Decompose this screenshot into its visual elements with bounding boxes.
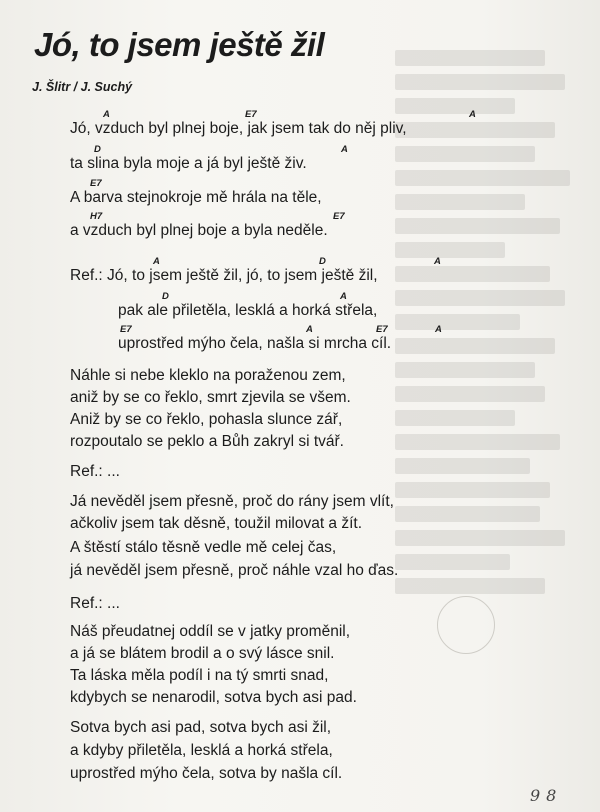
bleed-through-text bbox=[395, 50, 600, 610]
lyric-line: a vzduch byl plnej boje a byla neděle. bbox=[70, 222, 328, 239]
lyric-line: Aniž by se co řeklo, pohasla slunce zář, bbox=[70, 411, 343, 428]
lyric-line: ačkoliv jsem tak děsně, toužil milovat a žít. bbox=[70, 515, 363, 532]
chord: E7 bbox=[120, 324, 132, 335]
chord: A bbox=[341, 144, 348, 155]
refrain-line: uprostřed mýho čela, našla si mrcha cíl. bbox=[118, 335, 392, 352]
chord: E7 bbox=[90, 178, 102, 189]
refrain-line: Ref.: Jó, to jsem ještě žil, jó, to jsem ještě žil, bbox=[70, 267, 378, 284]
chord: H7 bbox=[90, 211, 103, 222]
chord: E7 bbox=[333, 211, 345, 222]
lyric-line: kdybych se nenarodil, sotva bych asi pad. bbox=[70, 689, 357, 706]
lyric-line: ta slina byla moje a já byl ještě živ. bbox=[70, 155, 307, 172]
lyric-line: a já se blátem brodil a o svý lásce snil. bbox=[70, 645, 335, 662]
chord: A bbox=[469, 109, 476, 120]
lyric-line: Já nevěděl jsem přesně, proč do rány jsem vlít, bbox=[70, 493, 394, 510]
lyric-line: A štěstí stálo těsně vedle mě celej čas, bbox=[70, 539, 337, 556]
lyric-line: Ta láska měla podíl i na tý smrti snad, bbox=[70, 667, 329, 684]
faint-stamp-circle bbox=[437, 596, 495, 654]
refrain-marker: Ref.: ... bbox=[70, 463, 120, 480]
lyric-line: A barva stejnokroje mě hrála na těle, bbox=[70, 189, 322, 206]
lyric-line: rozpoutalo se peklo a Bůh zakryl si tvář. bbox=[70, 433, 344, 450]
lyric-line: Náš přeudatnej oddíl se v jatky proměnil, bbox=[70, 623, 351, 640]
refrain-marker: Ref.: ... bbox=[70, 595, 120, 612]
song-title: Jó, to jsem ještě žil bbox=[34, 26, 325, 63]
chord: D bbox=[162, 291, 169, 302]
lyric-line: Náhle si nebe kleklo na poraženou zem, bbox=[70, 367, 346, 384]
chord: A bbox=[434, 256, 441, 267]
lyric-line: uprostřed mýho čela, sotva by našla cíl. bbox=[70, 765, 343, 782]
refrain-line: pak ale přiletěla, lesklá a horká střela, bbox=[118, 302, 378, 319]
chord: A bbox=[340, 291, 347, 302]
chord: A bbox=[435, 324, 442, 335]
chord: A bbox=[153, 256, 160, 267]
chord: D bbox=[319, 256, 326, 267]
chord: A bbox=[103, 109, 110, 120]
chord: D bbox=[94, 144, 101, 155]
song-authors: J. Šlitr / J. Suchý bbox=[32, 80, 133, 94]
lyric-line: aniž by se co řeklo, smrt zjevila se všem. bbox=[70, 389, 351, 406]
chord: A bbox=[306, 324, 313, 335]
lyric-line: a kdyby přiletěla, lesklá a horká střela, bbox=[70, 742, 333, 759]
chord: E7 bbox=[245, 109, 257, 120]
lyric-line: já nevěděl jsem přesně, proč náhle vzal ho ďas. bbox=[70, 562, 399, 579]
lyric-line: Jó, vzduch byl plnej boje, jak jsem tak do něj pliv, bbox=[70, 120, 407, 137]
lyric-line: Sotva bych asi pad, sotva bych asi žil, bbox=[70, 719, 332, 736]
page-number: 98 bbox=[530, 786, 563, 805]
chord: E7 bbox=[376, 324, 388, 335]
